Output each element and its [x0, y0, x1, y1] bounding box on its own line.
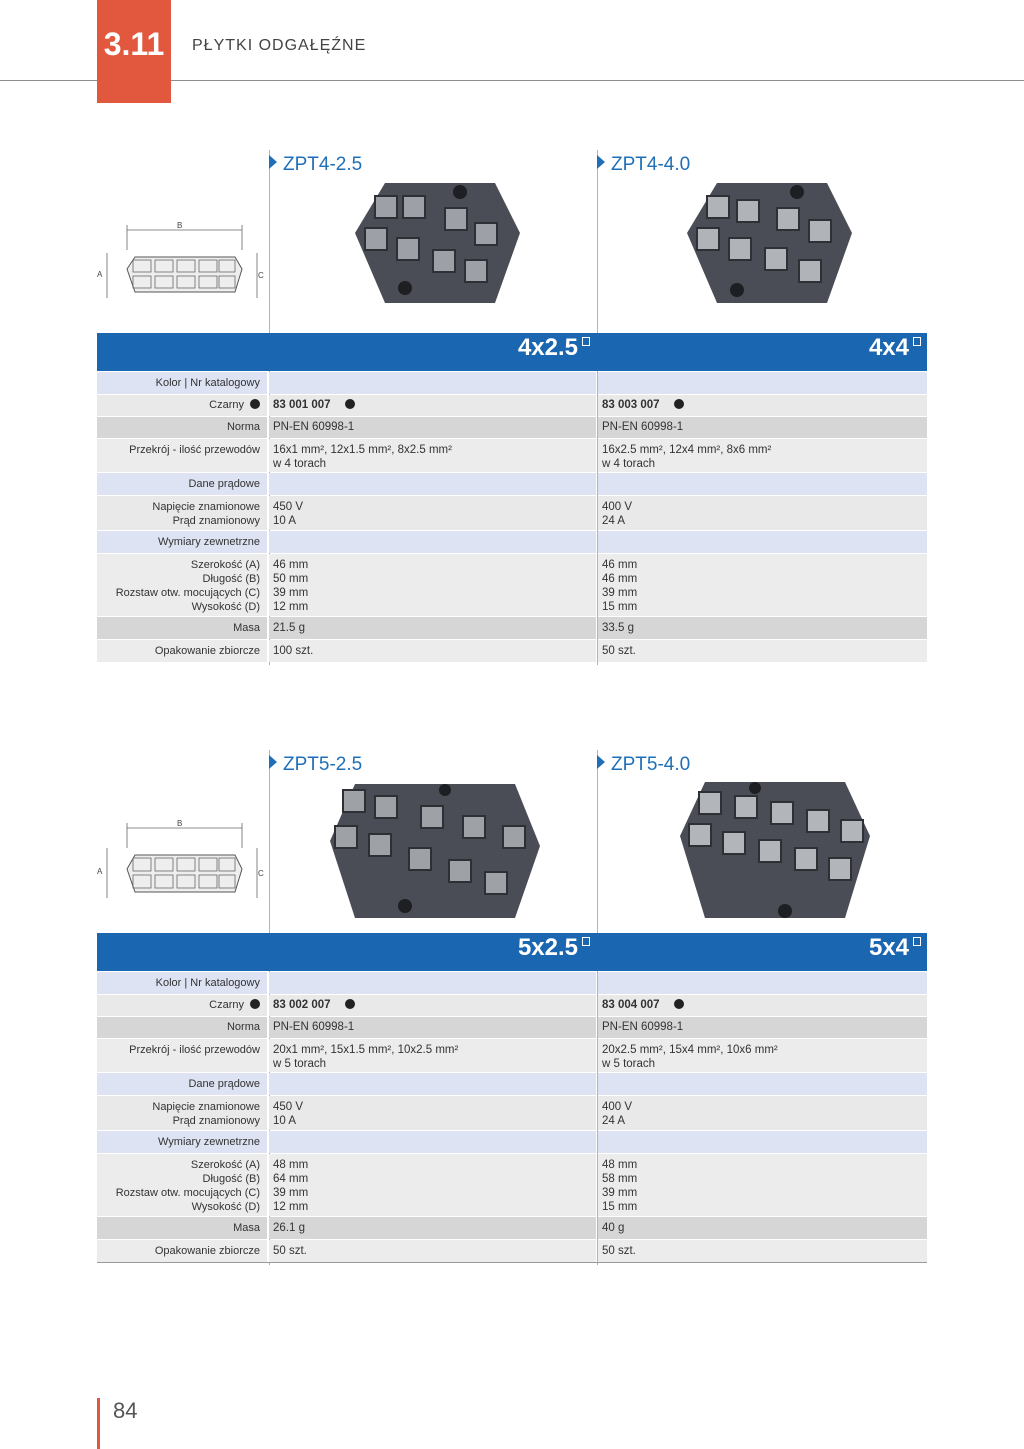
- dim-label-a: A: [97, 270, 103, 279]
- table-row: Czarny 83 001 007 83 003 007: [97, 395, 927, 416]
- color-dot-icon: [674, 999, 684, 1009]
- product-photo-zpt4-25: [345, 178, 525, 308]
- dimension-diagram: [97, 150, 269, 310]
- table-row: Kolor | Nr katalogowy: [97, 972, 927, 994]
- product-photo-zpt5-25: [325, 776, 545, 926]
- dim-label-b: B: [177, 221, 183, 230]
- arrow-right-icon: [597, 755, 605, 769]
- table-row: Norma PN-EN 60998-1 PN-EN 60998-1: [97, 1017, 927, 1038]
- dim-label-c: C: [258, 869, 264, 878]
- product-name-zpt5-40: ZPT5-4.0: [597, 754, 690, 776]
- color-dot-icon: [250, 399, 260, 409]
- product-name-zpt5-25: ZPT5-2.5: [269, 754, 362, 776]
- table-row: Przekrój - ilość przewodów 20x1 mm², 15x1.5 mm², 10x2.5 mm² w 5 torach 20x2.5 mm², 15x4 mm², 10x6 mm² w 5 torach: [97, 1039, 927, 1072]
- table-row: Szerokość (A) Długość (B) Rozstaw otw. mocujących (C) Wysokość (D) 48 mm 64 mm 39 mm 12 mm 48 mm 58 mm 39 mm 15 mm: [97, 1154, 927, 1216]
- product-photo-zpt5-40: [675, 776, 875, 926]
- section-number: 3.11: [103, 26, 165, 62]
- arrow-right-icon: [269, 755, 277, 769]
- table-row: Szerokość (A) Długość (B) Rozstaw otw. mocujących (C) Wysokość (D) 46 mm 50 mm 39 mm 12 mm 46 mm 46 mm 39 mm 15 mm: [97, 554, 927, 616]
- section-tab: [97, 0, 171, 103]
- table-row: Dane prądowe: [97, 1073, 927, 1095]
- dimension-diagram: [97, 750, 269, 910]
- square-icon: [913, 337, 921, 346]
- page-number: 84: [113, 1398, 138, 1423]
- square-icon: [582, 337, 590, 346]
- arrow-right-icon: [597, 155, 605, 169]
- table-row: Kolor | Nr katalogowy: [97, 372, 927, 394]
- color-dot-icon: [345, 399, 355, 409]
- table-header-bar: 4x2.5 4x4: [97, 333, 927, 371]
- product-name-zpt4-25: ZPT4-2.5: [269, 154, 362, 176]
- color-dot-icon: [345, 999, 355, 1009]
- dim-label-c: C: [258, 271, 264, 280]
- table-row: Napięcie znamionowe Prąd znamionowy 450 V 10 A 400 V 24 A: [97, 496, 927, 530]
- section-title: PŁYTKI ODGAŁĘŹNE: [192, 37, 367, 54]
- square-icon: [913, 937, 921, 946]
- page-number-bar: [97, 1398, 100, 1449]
- table-row: Norma PN-EN 60998-1 PN-EN 60998-1: [97, 417, 927, 438]
- table-row: Czarny 83 002 007 83 004 007: [97, 995, 927, 1016]
- table-row: Opakowanie zbiorcze 50 szt. 50 szt.: [97, 1240, 927, 1262]
- product-block-2: [97, 750, 927, 1265]
- product-block-1: [97, 150, 927, 665]
- table-row: Masa 21.5 g 33.5 g: [97, 617, 927, 639]
- color-dot-icon: [674, 399, 684, 409]
- table-row: Dane prądowe: [97, 473, 927, 495]
- table-row: Wymiary zewnetrzne: [97, 531, 927, 553]
- table-row: Opakowanie zbiorcze 100 szt. 50 szt.: [97, 640, 927, 662]
- table-header-bar: 5x2.5 5x4: [97, 933, 927, 971]
- color-dot-icon: [250, 999, 260, 1009]
- table-row: Przekrój - ilość przewodów 16x1 mm², 12x1.5 mm², 8x2.5 mm² w 4 torach 16x2.5 mm², 12x4 mm², 8x6 mm² w 4 torach: [97, 439, 927, 472]
- table-row: Napięcie znamionowe Prąd znamionowy 450 V 10 A 400 V 24 A: [97, 1096, 927, 1130]
- table-row: Wymiary zewnetrzne: [97, 1131, 927, 1153]
- dim-label-a: A: [97, 867, 103, 876]
- table-row: Masa 26.1 g 40 g: [97, 1217, 927, 1239]
- square-icon: [582, 937, 590, 946]
- arrow-right-icon: [269, 155, 277, 169]
- product-name-zpt4-40: ZPT4-4.0: [597, 154, 690, 176]
- dim-label-b: B: [177, 819, 183, 828]
- product-photo-zpt4-40: [677, 178, 857, 308]
